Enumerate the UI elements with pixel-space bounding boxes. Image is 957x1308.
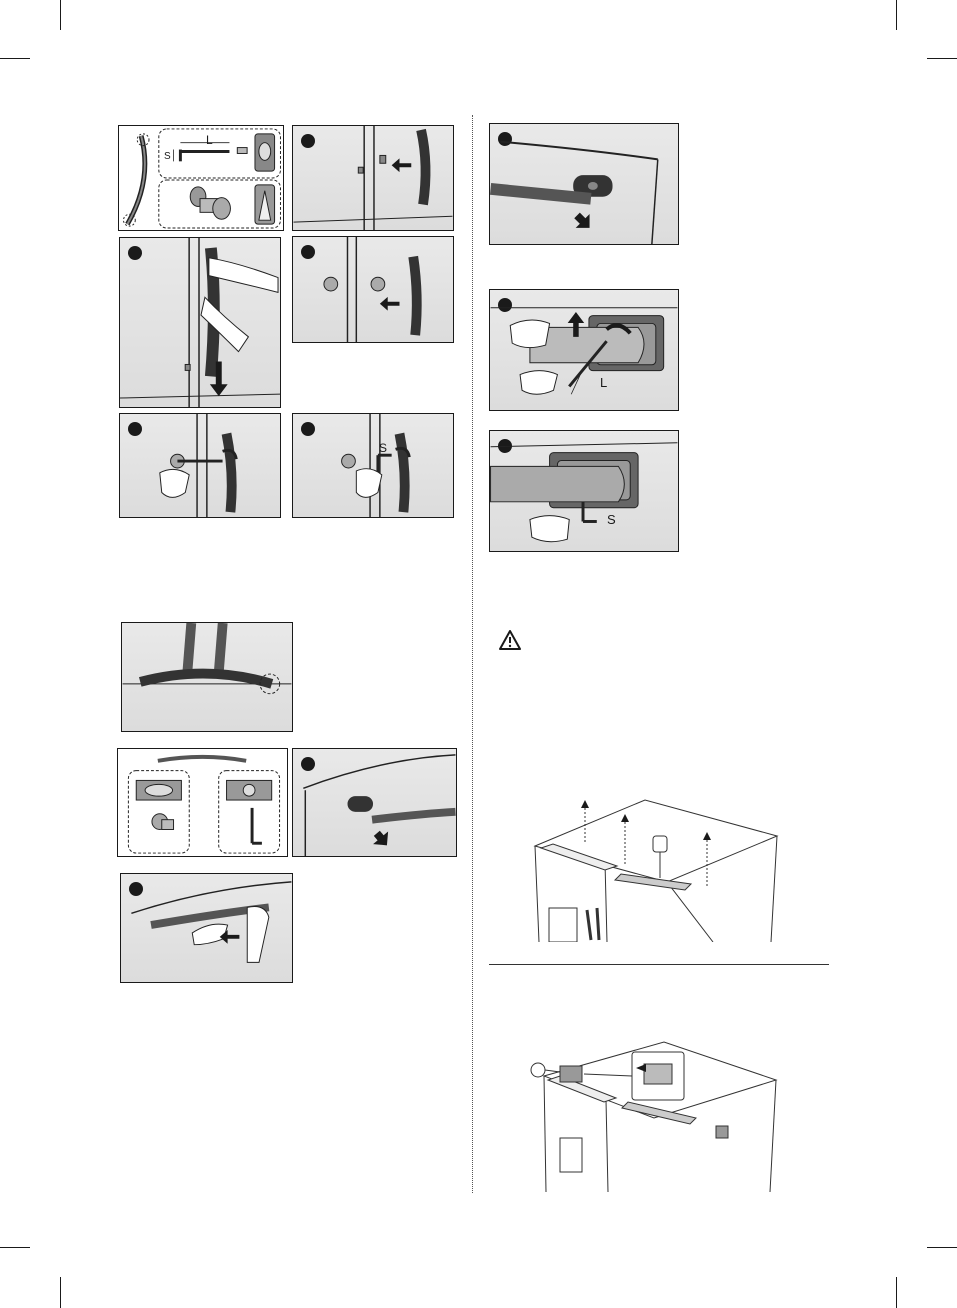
label-s: S	[607, 512, 616, 527]
label-l: L	[600, 375, 608, 390]
panel-parts-key-bolt	[118, 125, 284, 231]
panel-tighten-key-s	[292, 413, 454, 518]
panel-tighten-key-l	[119, 413, 281, 518]
label-l: L	[206, 133, 213, 147]
warning-triangle-icon	[498, 629, 522, 651]
illustration-fridge-hinge	[524, 1040, 784, 1192]
panel-drawer-bolt	[292, 748, 457, 857]
section-rule	[489, 964, 829, 965]
label-s: S	[379, 441, 388, 455]
panel-hands-key-l	[489, 289, 679, 411]
panel-door-bolt-insert	[292, 125, 454, 231]
panel-drawer-handle-parts	[117, 748, 288, 857]
panel-doors-bolts	[292, 236, 454, 343]
panel-bar-handle-key-s	[489, 430, 679, 552]
label-s: S	[164, 151, 171, 162]
panel-hands-install-handle	[119, 237, 281, 408]
column-divider	[472, 115, 473, 1193]
panel-drawer-handle-curve	[121, 622, 293, 732]
panel-hands-drawer-handle	[120, 873, 293, 983]
illustration-fridge-top-cover	[525, 790, 785, 942]
panel-top-door-handle-insert	[489, 123, 679, 245]
